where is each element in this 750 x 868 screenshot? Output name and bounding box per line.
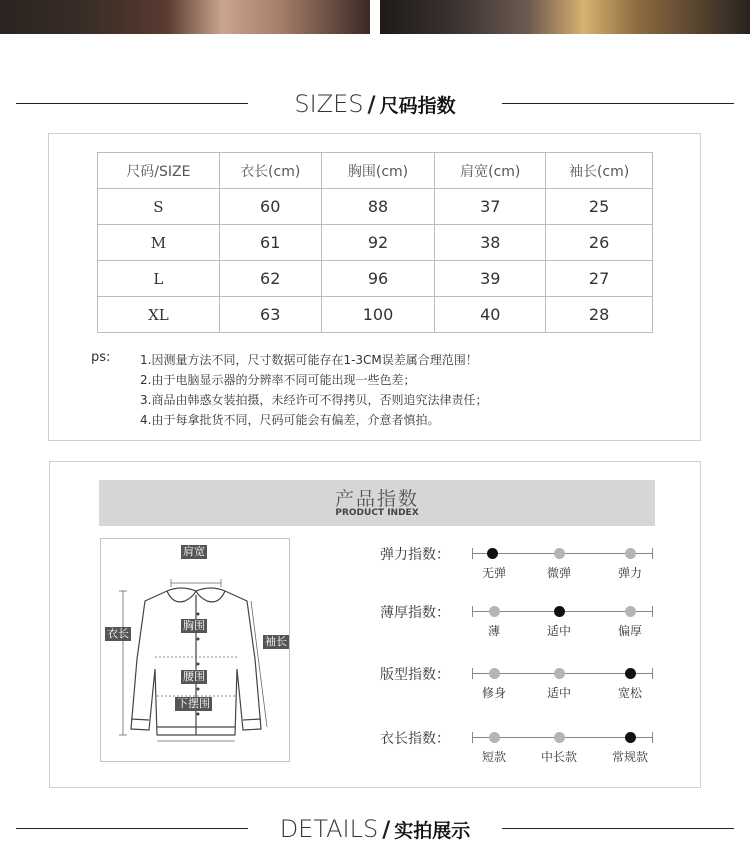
ps-label: ps: <box>91 350 111 365</box>
label-hem: 下摆围 <box>177 697 210 710</box>
product-index-box <box>49 461 701 788</box>
scale-option: 微弹 <box>546 566 572 580</box>
note-item: 4.由于每拿批货不同，尺码可能会有偏差，介意者慎拍。 <box>140 413 440 427</box>
table-cell: 40 <box>435 297 546 333</box>
sizes-heading-title <box>0 84 750 127</box>
size-chart-box <box>48 133 701 441</box>
scale-cap <box>472 548 473 559</box>
scale-dot <box>554 548 565 559</box>
product-index-banner <box>99 480 655 526</box>
details-heading-slash: / <box>382 818 391 843</box>
shirt-measurement-diagram <box>100 538 290 762</box>
scale-cap <box>472 732 473 743</box>
product-photo-left <box>0 0 370 34</box>
scale-option: 适中 <box>546 686 572 700</box>
scale-option: 常规款 <box>611 750 649 764</box>
table-cell: 60 <box>219 189 321 225</box>
label-shoulder: 肩宽 <box>183 545 205 558</box>
table-row <box>98 297 653 333</box>
index-row-length <box>380 728 660 768</box>
table-cell: L <box>98 261 220 297</box>
index-row-title: 弹力指数： <box>380 547 450 563</box>
table-row <box>98 225 653 261</box>
note-item: 1.因测量方法不同，尺寸数据可能存在1-3CM误差属合理范围！ <box>140 353 478 367</box>
table-cell: 96 <box>321 261 435 297</box>
scale-option: 无弹 <box>481 566 507 580</box>
scale-dot <box>625 606 636 617</box>
table-cell: 37 <box>435 189 546 225</box>
header-cell: 袖长(cm) <box>546 153 653 189</box>
index-row-elasticity <box>380 544 660 584</box>
sizes-heading-cn: 尺码指数 <box>379 95 456 117</box>
scale-option: 弹力 <box>617 566 643 580</box>
scale-dot <box>554 668 565 679</box>
scale-cap <box>652 668 653 679</box>
table-cell: 62 <box>219 261 321 297</box>
table-cell: 92 <box>321 225 435 261</box>
index-row-title: 薄厚指数： <box>380 605 450 621</box>
label-sleeve: 袖长 <box>265 635 287 648</box>
scale-option: 偏厚 <box>617 624 643 638</box>
scale-cap <box>472 668 473 679</box>
scale-dot <box>487 548 498 559</box>
scale-dot <box>554 732 565 743</box>
details-heading-title <box>0 809 750 852</box>
scale-dot <box>625 732 636 743</box>
scale-option: 修身 <box>481 686 507 700</box>
note-item: 2.由于电脑显示器的分辨率不同可能出现一些色差； <box>140 373 416 387</box>
table-cell: 88 <box>321 189 435 225</box>
index-row-fit <box>380 664 660 704</box>
scale-dot <box>489 606 500 617</box>
note-item: 3.商品由韩惑女装拍摄，未经许可不得拷贝，否则追究法律责任； <box>140 393 488 407</box>
index-row-thickness <box>380 602 660 642</box>
scale-dot <box>554 606 565 617</box>
scale-option: 宽松 <box>617 686 643 700</box>
scale-dot <box>625 548 636 559</box>
table-cell: 61 <box>219 225 321 261</box>
table-cell: 26 <box>546 225 653 261</box>
product-index-title-en: PRODUCT INDEX <box>335 508 419 518</box>
scale-dot <box>625 668 636 679</box>
index-row-title: 衣长指数： <box>380 731 450 747</box>
scale-cap <box>472 606 473 617</box>
header-cell: 尺码/SIZE <box>98 153 220 189</box>
details-heading-cn: 实拍展示 <box>394 820 471 842</box>
scale-option: 中长款 <box>540 750 578 764</box>
label-waist: 腰围 <box>183 670 205 683</box>
index-row-title: 版型指数： <box>380 667 450 683</box>
table-cell: M <box>98 225 220 261</box>
header-cell: 肩宽(cm) <box>435 153 546 189</box>
scale-option: 薄 <box>487 624 501 638</box>
table-cell: 25 <box>546 189 653 225</box>
scale-cap <box>652 606 653 617</box>
sizes-heading-en: SIZES <box>294 90 364 118</box>
scale-dot <box>489 668 500 679</box>
table-cell: 39 <box>435 261 546 297</box>
shirt-outline-icon <box>101 539 291 763</box>
details-heading-en: DETAILS <box>279 815 379 843</box>
size-table <box>97 152 653 333</box>
sizes-heading <box>0 84 750 124</box>
header-cell: 衣长(cm) <box>219 153 321 189</box>
details-heading <box>0 809 750 849</box>
product-photo-right <box>380 0 750 34</box>
table-cell: 27 <box>546 261 653 297</box>
table-cell: 28 <box>546 297 653 333</box>
table-row <box>98 261 653 297</box>
label-chest: 胸围 <box>183 619 205 632</box>
table-cell: XL <box>98 297 220 333</box>
table-cell: S <box>98 189 220 225</box>
table-row <box>98 189 653 225</box>
table-cell: 63 <box>219 297 321 333</box>
header-cell: 胸围(cm) <box>321 153 435 189</box>
table-cell: 100 <box>321 297 435 333</box>
label-length: 衣长 <box>107 627 129 640</box>
table-cell: 38 <box>435 225 546 261</box>
size-table-header-row <box>98 153 653 189</box>
product-index-title-cn: 产品指数 <box>334 488 419 510</box>
scale-option: 短款 <box>481 750 507 764</box>
scale-option: 适中 <box>546 624 572 638</box>
sizes-heading-slash: / <box>367 93 376 118</box>
scale-dot <box>489 732 500 743</box>
scale-cap <box>652 732 653 743</box>
scale-cap <box>652 548 653 559</box>
